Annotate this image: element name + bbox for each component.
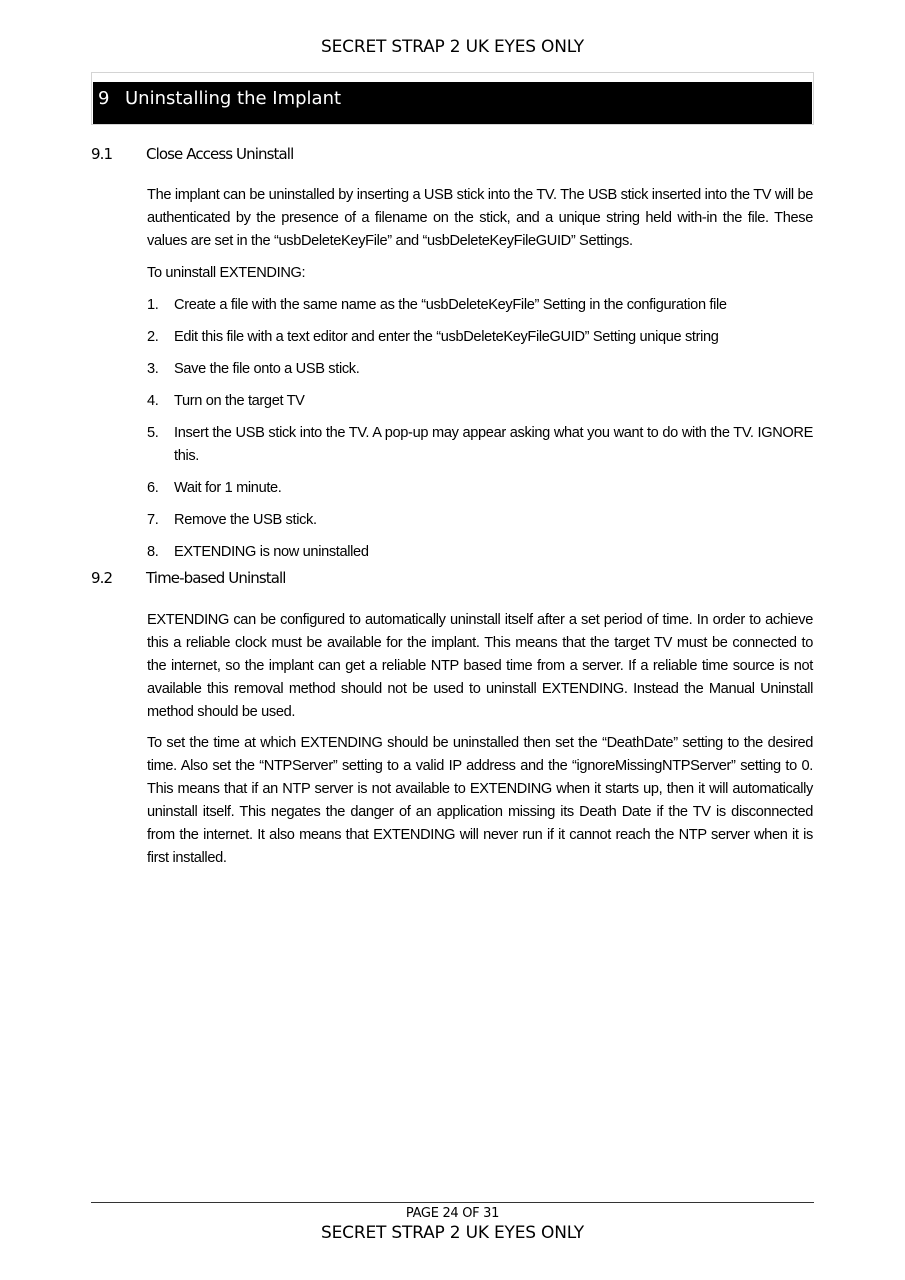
footer-rule <box>91 1202 814 1203</box>
list-number: 5. <box>147 425 159 441</box>
list-number: 3. <box>147 361 159 377</box>
chapter-heading <box>91 72 814 125</box>
list-item <box>147 294 813 317</box>
section-number: 9.1 <box>91 145 113 163</box>
list-item <box>147 541 813 564</box>
list-text: EXTENDING is now uninstalled <box>174 544 369 560</box>
list-item <box>147 477 813 500</box>
list-item <box>147 509 813 532</box>
classification-footer: SECRET STRAP 2 UK EYES ONLY <box>321 1223 584 1243</box>
chapter-heading-band <box>93 82 812 124</box>
list-item <box>147 358 813 381</box>
list-item <box>147 422 813 468</box>
paragraph: EXTENDING can be configured to automatically uninstall itself after a set period of time. In order to achieve this a reliable clock must be available for the implant. This means that the target TV must be connected to the internet, so the implant can get a reliable NTP based time from a server. If a reliable time source is not available this removal method should not be used to uninstall EXTENDING. Instead the Manual Uninstall method should be used. <box>147 612 813 720</box>
list-number: 4. <box>147 393 159 409</box>
list-number: 7. <box>147 512 159 528</box>
section-title: Time-based Uninstall <box>146 569 286 587</box>
list-text: Turn on the target TV <box>174 393 305 409</box>
chapter-number: 9 <box>98 88 110 109</box>
list-number: 1. <box>147 297 159 313</box>
paragraph: To set the time at which EXTENDING should be uninstalled then set the “DeathDate” setting to the desired time. Also set the “NTPServer” setting to a valid IP address and the “ignoreMissingNTPServer” setting to 0. This means that if an NTP server is not available to EXTENDING when it starts up, then it will automatically uninstall itself. This negates the danger of an application missing its Death Date if the TV is disconnected from the internet. It also means that EXTENDING will never run if it cannot reach the NTP server when it is first installed. <box>147 735 813 866</box>
list-text: Edit this file with a text editor and enter the “usbDeleteKeyFileGUID” Setting unique string <box>174 329 719 345</box>
section-title: Close Access Uninstall <box>146 145 294 163</box>
classification-header: SECRET STRAP 2 UK EYES ONLY <box>321 37 584 57</box>
chapter-title: Uninstalling the Implant <box>125 88 342 109</box>
paragraph: The implant can be uninstalled by inserting a USB stick into the TV. The USB stick inserted into the TV will be authenticated by the presence of a filename on the stick, and a unique string held with-in the file. These values are set in the “usbDeleteKeyFile” and “usbDeleteKeyFileGUID” Settings. <box>147 187 813 249</box>
paragraph: To uninstall EXTENDING: <box>147 265 306 281</box>
page-number: PAGE 24 OF 31 <box>405 1206 500 1221</box>
list-text: Wait for 1 minute. <box>174 480 282 496</box>
list-number: 8. <box>147 544 159 560</box>
list-text: Remove the USB stick. <box>174 512 317 528</box>
list-number: 2. <box>147 329 159 345</box>
list-number: 6. <box>147 480 159 496</box>
section-number: 9.2 <box>91 569 113 587</box>
list-item <box>147 326 813 349</box>
list-text: Create a file with the same name as the “usbDeleteKeyFile” Setting in the configuration file <box>174 297 727 313</box>
list-text: Save the file onto a USB stick. <box>174 361 360 377</box>
list-item <box>147 390 813 413</box>
list-text: Insert the USB stick into the TV. A pop-up may appear asking what you want to do with the TV. IGNORE this. <box>174 425 813 464</box>
